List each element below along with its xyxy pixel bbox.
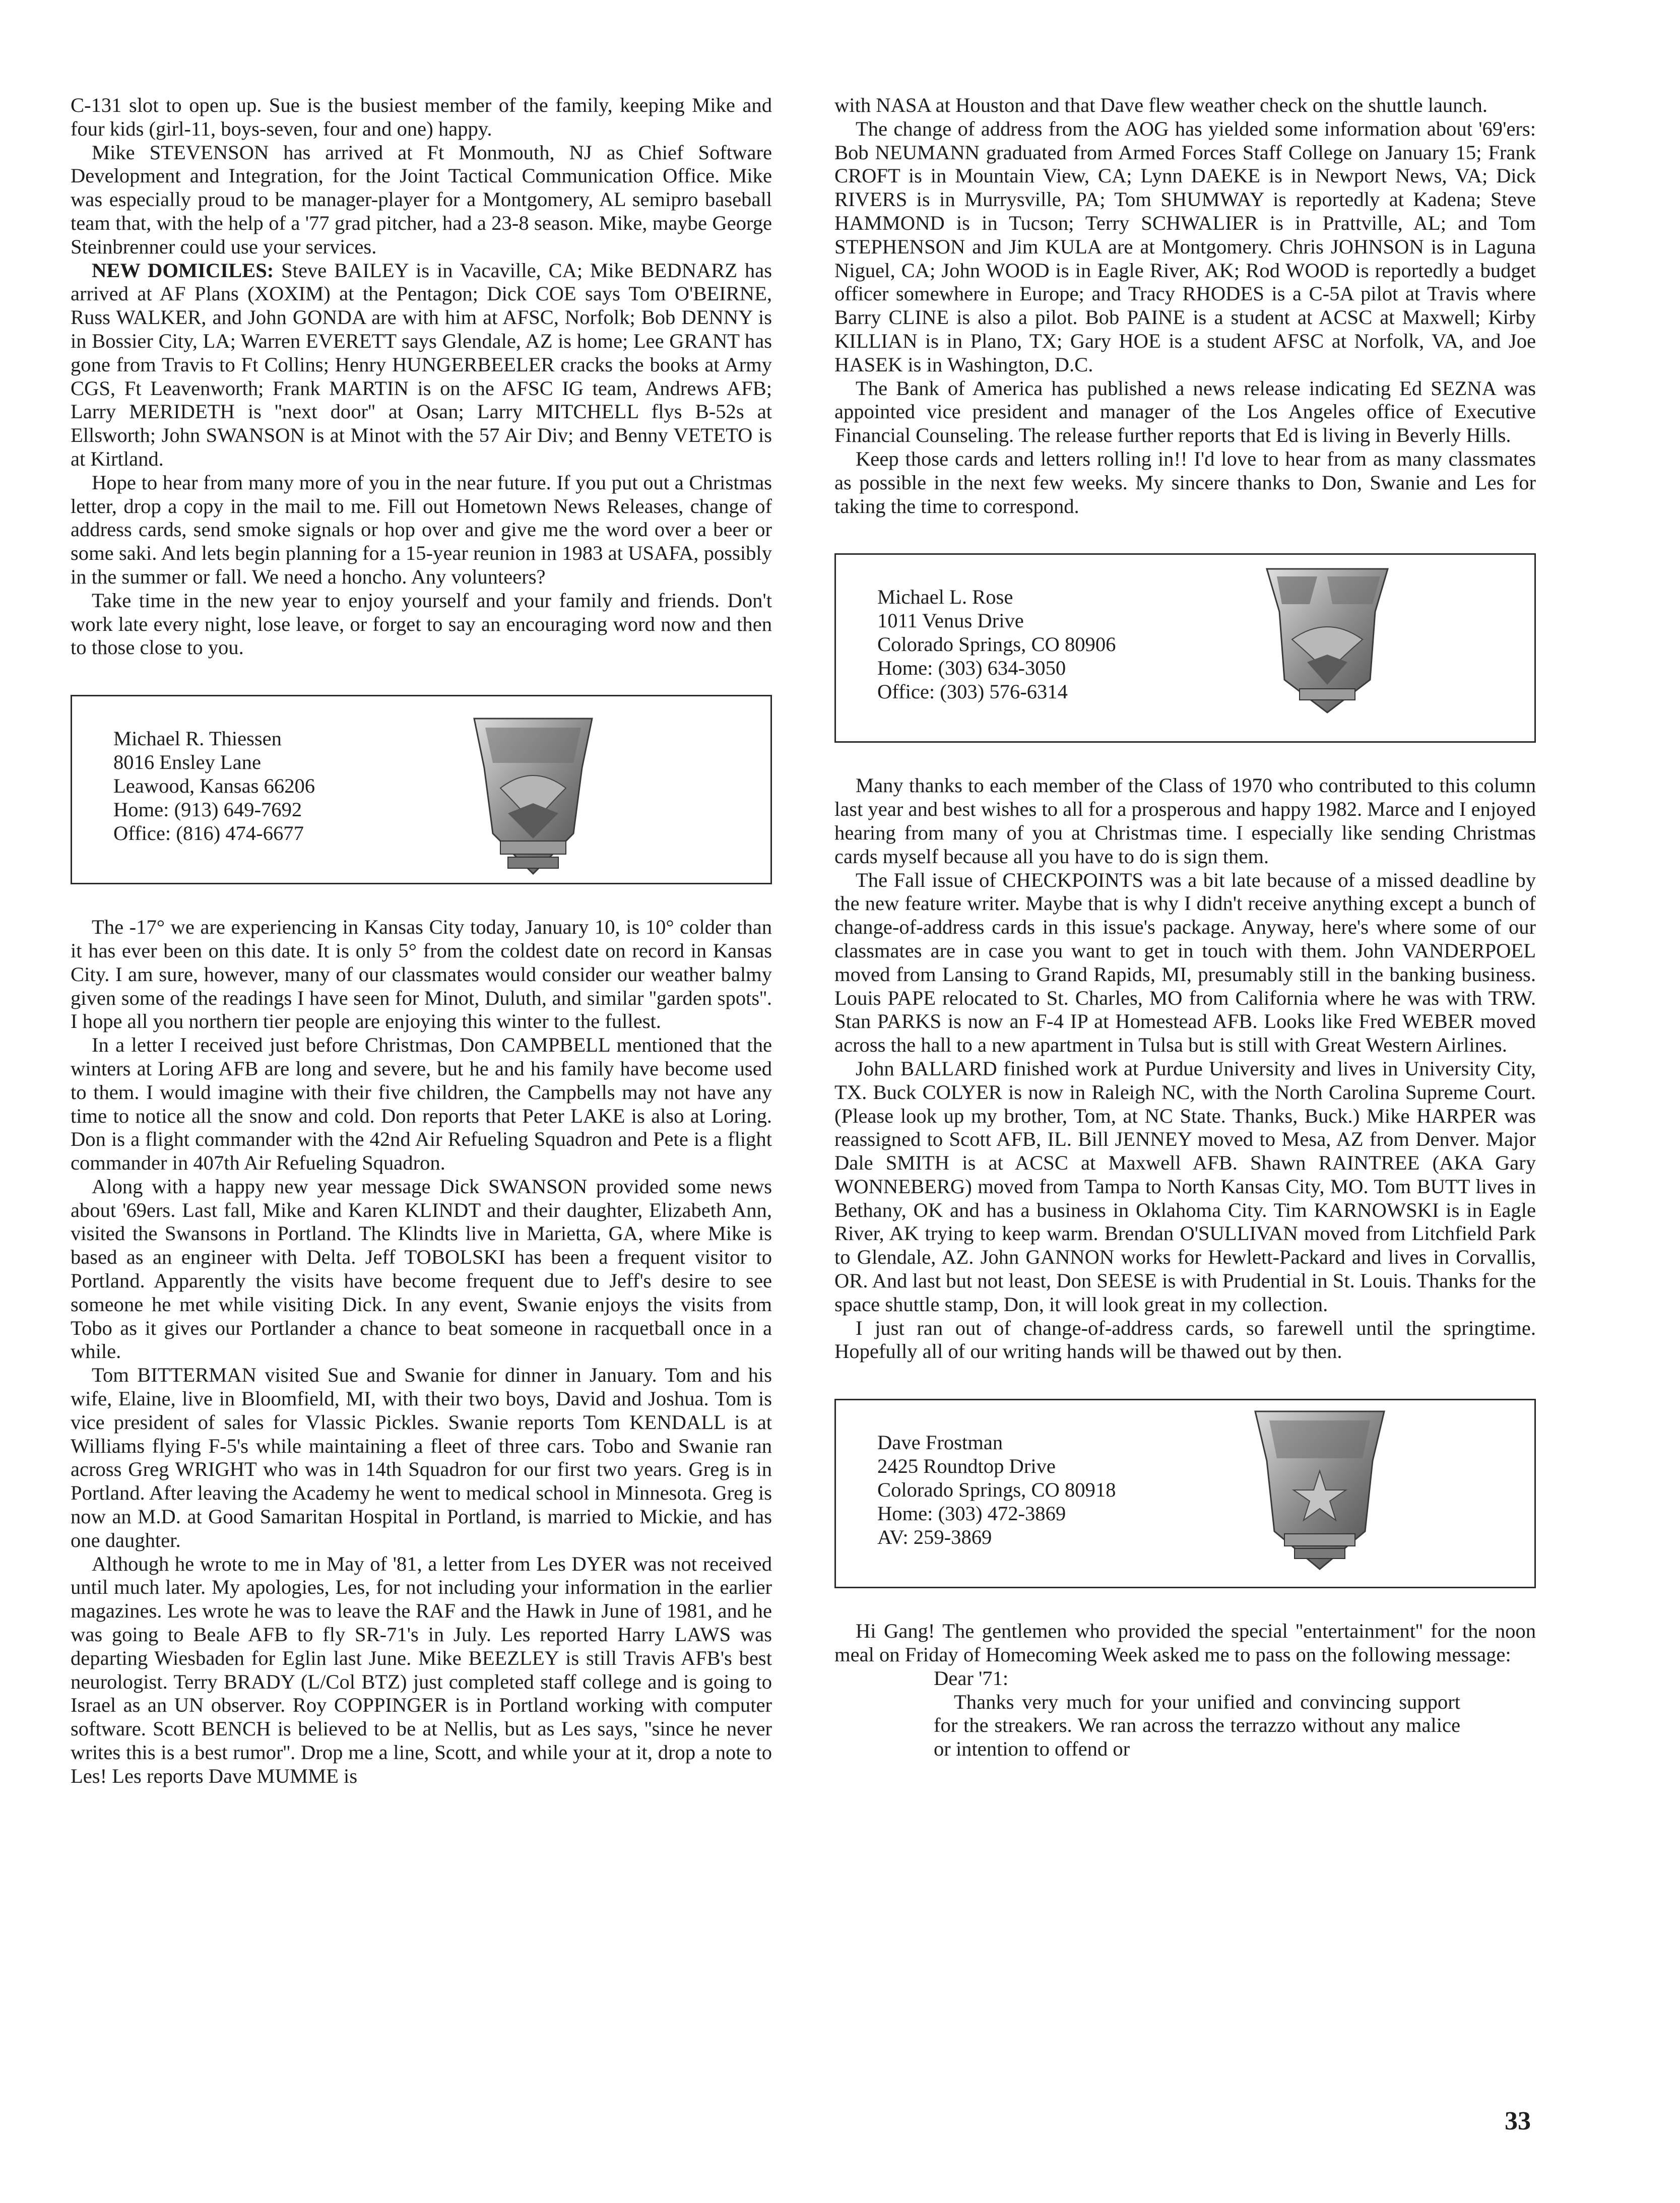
- paragraph: The change of address from the AOG has yielded some information about '69'ers: Bob NEUMANN graduated from Armed Forces Staff College on January 15; Frank CROFT is in Mountain View, CA; Lynn DAEKE is in Newport News, VA; Dick RIVERS is in Murrysville, PA; Tom SHUMWAY is reportedly at Kadena; Steve HAMMOND is in Tucson; Terry SCHWALIER is in Prattville, AL; and Tom STEPHENSON and Jim KULA are at Montgomery. Chris JOHNSON is in Laguna Niguel, CA; John WOOD is in Eagle River, AK; Rod WOOD is reportedly a budget officer somewhere in Europe; and Tracy RHODES is a C-5A pilot at Travis where Barry CLINE is also a pilot. Bob PAINE is a student at ACSC at Maxwell; Kirby KILLIAN is in Plano, TX; Gary HOE is a student AFSC at Norfolk, VA, and Joe HASEK is in Washington, D.C.: [834, 117, 1536, 376]
- correspondent-address: [877, 1431, 1116, 1549]
- class-of-71-crest-icon: [1249, 1405, 1390, 1572]
- city-state-zip: Colorado Springs, CO 80906: [877, 633, 1116, 656]
- street-address: 8016 Ensley Lane: [113, 751, 261, 774]
- home-phone: Home: (303) 634-3050: [877, 657, 1066, 680]
- letter-body: Thanks very much for your unified and convincing support for the streakers. We ran across the terrazzo without any malice or intention to offend or: [934, 1690, 1460, 1761]
- autovon-phone: AV: 259-3869: [877, 1526, 992, 1549]
- class-of-70-address-box: [834, 553, 1536, 743]
- paragraph: Take time in the new year to enjoy yourself and your family and friends. Don't work late every night, lose leave, or forget to say an encouraging word now and then to those close to you.: [71, 589, 772, 659]
- paragraph: C-131 slot to open up. Sue is the busiest member of the family, keeping Mike and four kids (girl-11, boys-seven, four and one) happy.: [71, 94, 772, 140]
- letter-salutation: Dear '71:: [934, 1666, 1009, 1690]
- paragraph: The Bank of America has published a news release indicating Ed SEZNA was appointed vice president and manager of the Los Angeles office of Executive Financial Counseling. The release further reports that Ed is living in Beverly Hills.: [834, 376, 1536, 447]
- paragraph: In a letter I received just before Christmas, Don CAMPBELL mentioned that the winters at Loring AFB are long and severe, but he and his family have become used to them. I would imagine with their five children, the Campbells may not have any time to notice all the snow and cold. Don reports that Peter LAKE is also at Loring. Don is a flight commander with the 42nd Air Refueling Squadron and Pete is a flight commander in 407th Air Refueling Squadron.: [71, 1033, 772, 1175]
- paragraph: [71, 259, 772, 471]
- paragraph: with NASA at Houston and that Dave flew weather check on the shuttle launch.: [834, 94, 1488, 116]
- paragraph: The -17° we are experiencing in Kansas City today, January 10, is 10° colder than it has ever been on this date. It is only 5° from the coldest date on record in Kansas City. I am sure, however, many of our classmates would consider our weather balmy given some of the readings I have seen for Minot, Duluth, and similar ''garden spots''. I hope all you northern tier people are enjoying this winter to the fullest.: [71, 916, 772, 1033]
- class-of-71-address-box: [834, 1399, 1536, 1588]
- correspondent-address: [877, 585, 1116, 703]
- correspondent-address: [113, 727, 315, 845]
- street-address: 2425 Roundtop Drive: [877, 1455, 1056, 1478]
- correspondent-name: Dave Frostman: [877, 1431, 1003, 1454]
- paragraph: I just ran out of change-of-address cards, so farewell until the springtime. Hopefully all of our writing hands will be thawed out by then.: [834, 1316, 1536, 1363]
- correspondent-name: Michael R. Thiessen: [113, 727, 282, 750]
- paragraph: Hi Gang! The gentlemen who provided the special ''entertainment'' for the noon meal on Friday of Homecoming Week asked me to pass on the following message:: [834, 1619, 1536, 1666]
- office-phone: Office: (303) 576-6314: [877, 680, 1068, 703]
- correspondent-name: Michael L. Rose: [877, 586, 1013, 609]
- paragraph: Although he wrote to me in May of '81, a letter from Les DYER was not received until much later. My apologies, Les, for not including your information in the earlier magazines. Les wrote he was to leave the RAF and the Hawk in June of 1981, and he was going to Beale AFB to fly SR-71's in July. Les reported Harry LAWS was departing Wiesbaden for Eglin last June. Mike BEEZLEY is still Travis AFB's best neurologist. Terry BRADY (L/Col BTZ) just completed staff college and is going to Israel as an UN observer. Roy COPPINGER is in Portland working with computer software. Scott BENCH is believed to be at Nellis, but as Les says, ''since he never writes this is a best rumor''. Drop me a line, Scott, and while your at it, drop a note to Les! Les reports Dave MUMME is: [71, 1552, 772, 1787]
- paragraph: Along with a happy new year message Dick SWANSON provided some news about '69ers. Last fall, Mike and Karen KLINDT and their daughter, Elizabeth Ann, visited the Swansons in Portland. The Klindts live in Marietta, GA, where Mike is based as an engineer with Delta. Jeff TOBOLSKI has been a frequent visitor to Portland. Apparently the visits have become frequent due to Jeff's desire to see someone he met while visiting Dick. In any event, Swanie enjoys the visits from Tobo as it gives our Portlander a chance to beat someone in racquetball once in a while.: [71, 1175, 772, 1363]
- paragraph-text: Steve BAILEY is in Vacaville, CA; Mike BEDNARZ has arrived at AF Plans (XOXIM) at the Pentagon; Dick COE says Tom O'BEIRNE, Russ WALKER, and John GONDA are with him at AFSC, Norfolk; Bob DENNY is in Bossier City, LA; Warren EVERETT says Glendale, AZ is home; Lee GRANT has gone from Travis to Ft Collins; Henry HUNGERBEELER cracks the books at Army CGS, Ft Leavenworth; Frank MARTIN is on the AFSC IG team, Andrews AFB; Larry MERIDETH is ''next door'' at Osan; Larry MITCHELL flys B-52s at Ellsworth; John SWANSON is at Minot with the 57 Air Div; and Benny VETETO is at Kirtland.: [71, 258, 772, 470]
- home-phone: Home: (303) 472-3869: [877, 1502, 1066, 1525]
- city-state-zip: Colorado Springs, CO 80918: [877, 1478, 1116, 1502]
- paragraph: Tom BITTERMAN visited Sue and Swanie for dinner in January. Tom and his wife, Elaine, live in Bloomfield, MI, with their two boys, David and Joshua. Tom is vice president of sales for Vlassic Pickles. Swanie reports Tom KENDALL is at Williams flying F-5's while maintaining a fleet of three cars. Tobo and Swanie ran across Greg WRIGHT who was in 14th Squadron for our first two years. Greg is in Portland. After leaving the Academy he went to medical school in Minnesota. Greg is now an M.D. at Good Samaritan Hospital in Portland, is married to Mickie, and has one daughter.: [71, 1364, 772, 1551]
- left-column: [71, 94, 772, 1788]
- class-of-69-crest-icon: [465, 707, 601, 877]
- paragraph: The Fall issue of CHECKPOINTS was a bit late because of a missed deadline by the new feature writer. Maybe that is why I didn't receive anything except a bunch of change-of-address cards in this issue's package. Anyway, here's where some of our classmates are in case you want to get in touch with them. John VANDERPOEL moved from Lansing to Grand Rapids, MI, presumably still in the banking business. Louis PAPE relocated to St. Charles, MO from California where he was with TRW. Stan PARKS is now an F-4 IP at Homestead AFB. Looks like Fred WEBER moved across the hall to a new apartment in Tulsa but is still with Great Western Airlines.: [834, 868, 1536, 1057]
- section-heading: NEW DOMICILES:: [92, 258, 274, 282]
- page-number: 33: [1505, 2107, 1531, 2135]
- paragraph: Many thanks to each member of the Class of 1970 who contributed to this column last year and best wishes to all for a prosperous and happy 1982. Marce and I enjoyed hearing from many of you at Christmas time. I especially like sending Christmas cards myself because all you have to do is sign them.: [834, 774, 1536, 868]
- street-address: 1011 Venus Drive: [877, 609, 1024, 632]
- office-phone: Office: (816) 474-6677: [113, 822, 304, 845]
- right-column: [834, 94, 1536, 1761]
- paragraph: John BALLARD finished work at Purdue University and lives in University City, TX. Buck COLYER is now in Raleigh NC, with the North Carolina Supreme Court. (Please look up my brother, Tom, at NC State. Thanks, Buck.) Mike HARPER was reassigned to Scott AFB, IL. Bill JENNEY moved to Mesa, AZ from Denver. Major Dale SMITH is at ACSC at Maxwell AFB. Shawn RAINTREE (AKA Gary WONNEBERG) moved from Tampa to North Kansas City, MO. Tom BUTT lives in Bethany, OK and has a business in Oklahoma City. Tim KARNOWSKI is in Eagle River, AK trying to keep warm. Brendan O'SULLIVAN moved from Litchfield Park to Glendale, AZ. John GANNON works for Hewlett-Packard and lives in Corvallis, OR. And last but not least, Don SEESE is with Prudential in St. Louis. Thanks for the space shuttle stamp, Don, it will look great in my collection.: [834, 1057, 1536, 1316]
- paragraph: Keep those cards and letters rolling in!! I'd love to hear from as many classmates as possible in the next few weeks. My sincere thanks to Don, Swanie and Les for taking the time to correspond.: [834, 447, 1536, 517]
- paragraph: Mike STEVENSON has arrived at Ft Monmouth, NJ as Chief Software Development and Integration, for the Joint Tactical Communication Office. Mike was especially proud to be manager-player for a Montgomery, AL semipro baseball team that, with the help of a '77 grad pitcher, had a 23-8 season. Mike, maybe George Steinbrenner could use your services.: [71, 141, 772, 258]
- city-state-zip: Leawood, Kansas 66206: [113, 774, 315, 798]
- home-phone: Home: (913) 649-7692: [113, 798, 302, 821]
- class-of-70-crest-icon: [1262, 564, 1393, 715]
- paragraph: Hope to hear from many more of you in the near future. If you put out a Christmas letter, drop a copy in the mail to me. Fill out Hometown News Releases, change of address cards, send smoke signals or hop over and give me the word over a beer or some saki. And lets begin planning for a 15-year reunion in 1983 at USAFA, possibly in the summer or fall. We need a honcho. Any volunteers?: [71, 471, 772, 588]
- class-of-69-address-box: [71, 695, 772, 884]
